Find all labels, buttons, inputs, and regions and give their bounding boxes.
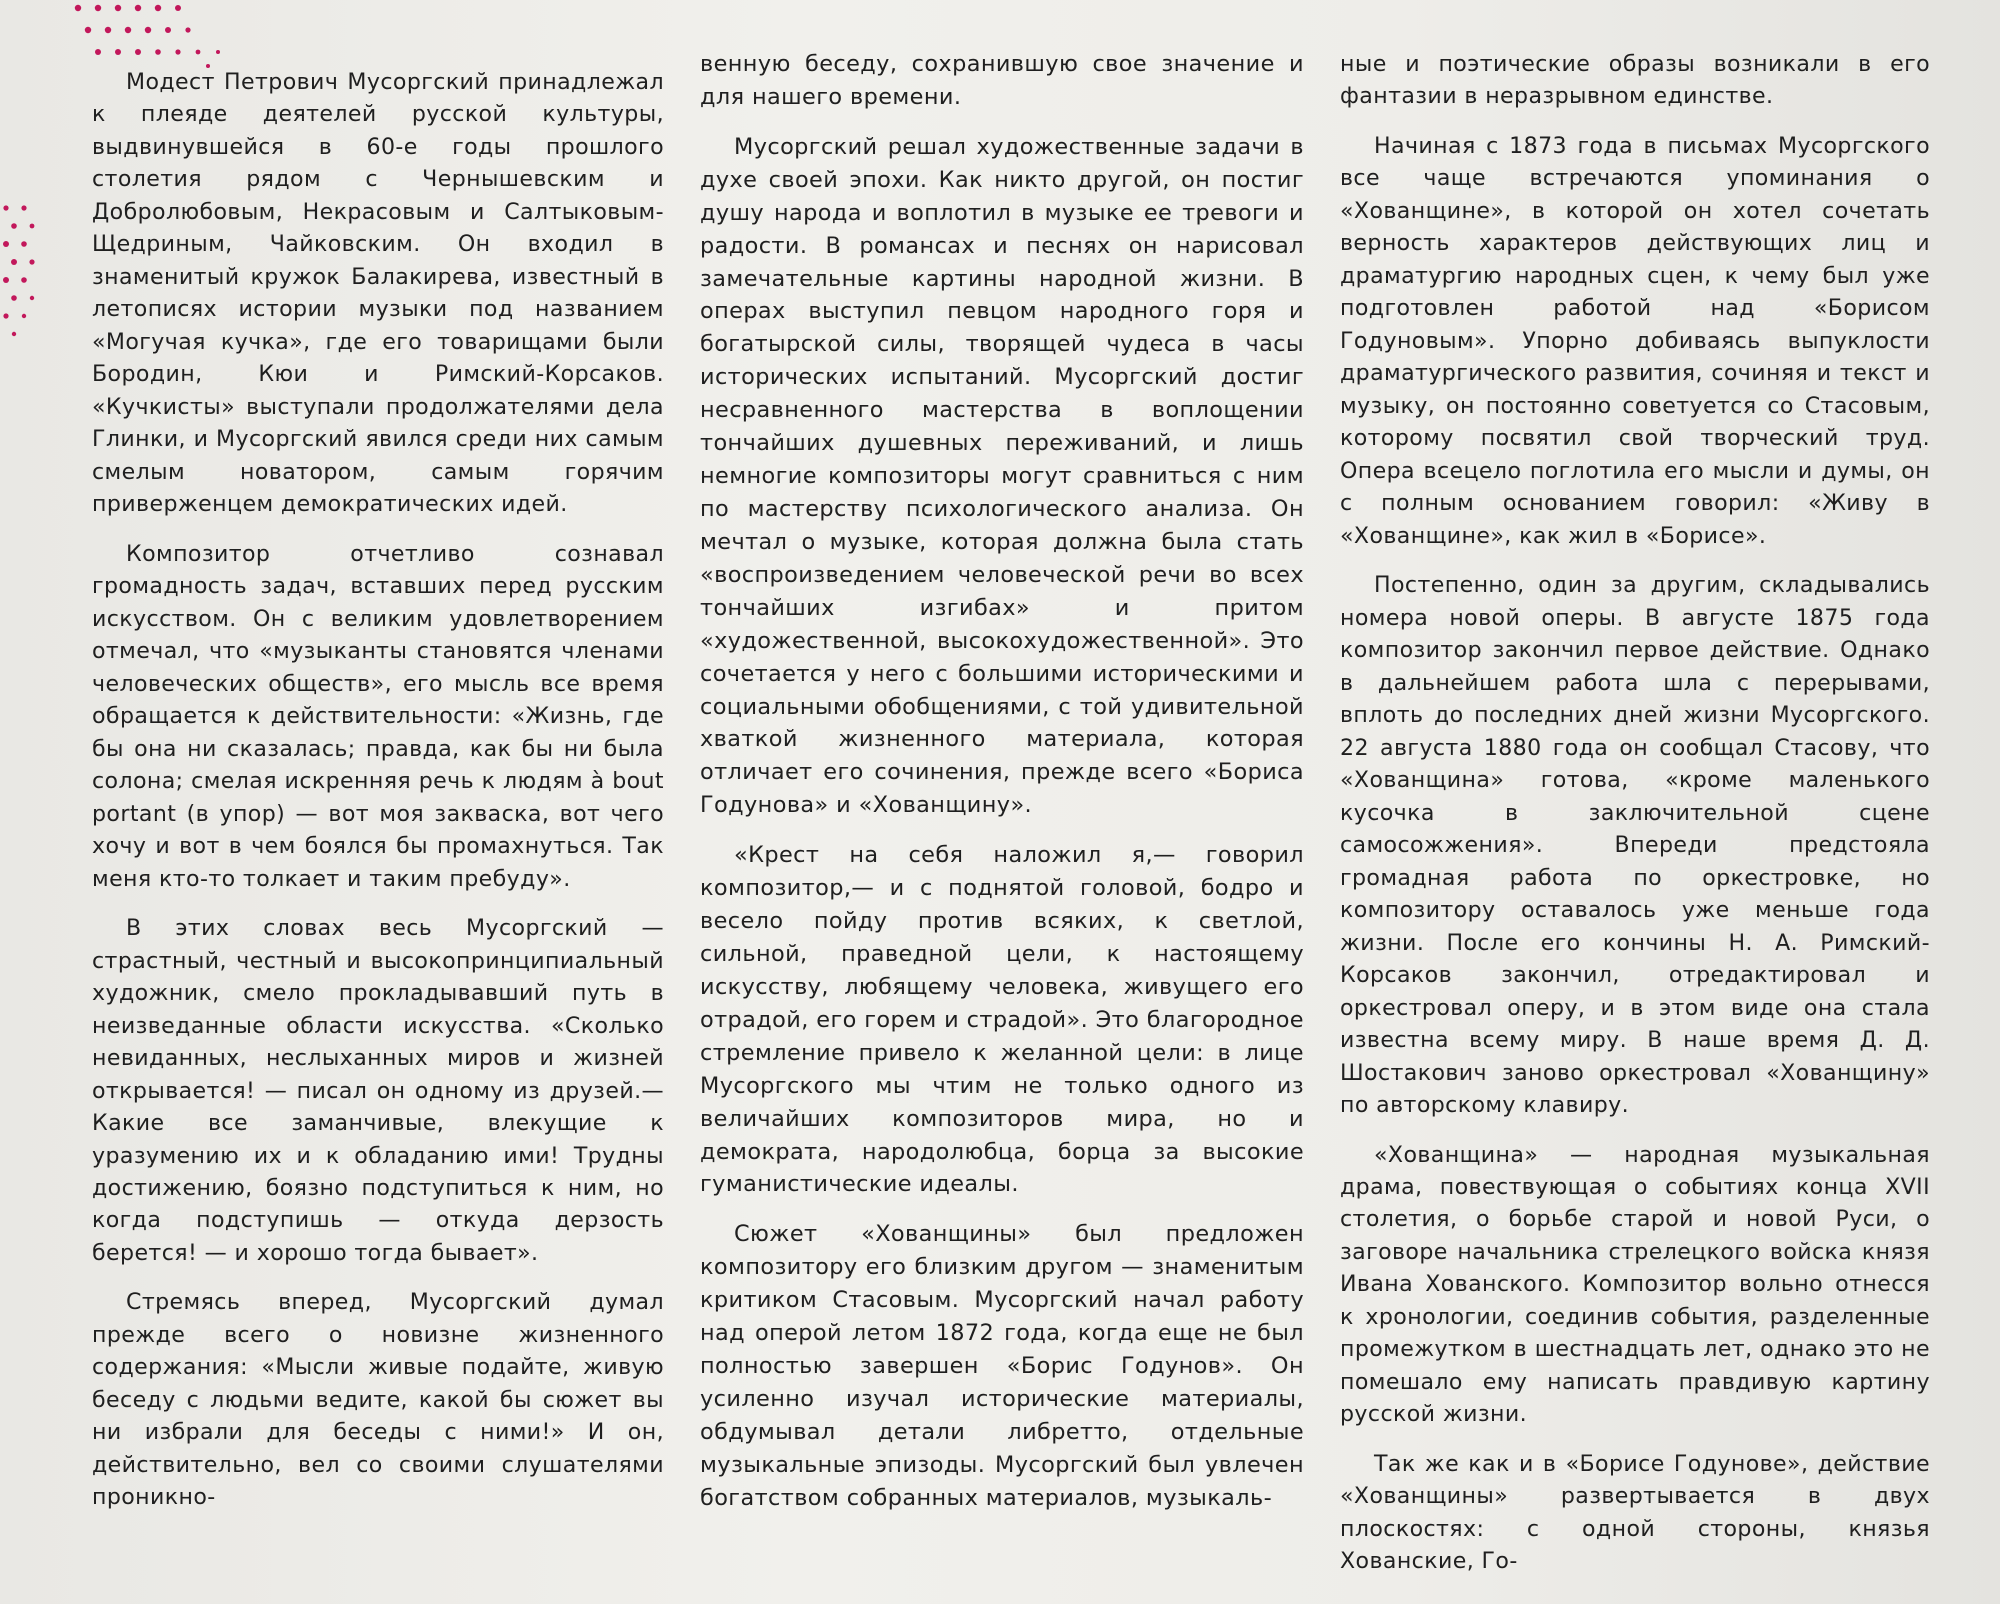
paragraph: Мусоргский решал художественные задачи в духе своей эпохи. Как никто другой, он постиг душу народа и воплотил в музыке ее тревоги и радости. В романсах и песнях он нарисовал замечательные картины народной жизни. В операх выступил певцом народного горя и богатырской силы, творящей чудеса в часы исторических испытаний. Мусоргский достиг несравненного мастерства в воплощении тончайших душевных переживаний, и лишь немногие композиторы могут сравниться с ним по мастерству психологического анализа. Он мечтал о музыке, которая должна была стать «воспроизведением человеческой речи во всех тончайших изгибах» и притом «художественной, высокохудожественной». Это сочетается у него с большими историческими и социальными обобщениями, с той удивительной хваткой жизненного материала, которая отличает его сочинения, прежде всего «Бориса Годунова» и «Хованщину». bbox=[700, 133, 1304, 819]
dot-pattern-top-left bbox=[60, 0, 220, 70]
paragraph: Модест Петрович Мусоргский принадлежал к плеяде деятелей русской культуры, выдвинувшейся в 60-е годы прошлого столетия рядом с Чернышевским и Добролюбовым, Некрасовым и Салтыковым-Щедриным, Чайковским. Он входил в знаменитый кружок Балакирева, известный в летописях истории музыки под названием «Могучая кучка», где его товарищами были Бородин, Кюи и Римский-Корсаков. «Кучкисты» выступали продолжателями дела Глинки, и Мусоргский явился среди них самым смелым новатором, самым горячим приверженцем демократических идей. bbox=[92, 69, 664, 518]
dot-pattern-left-margin bbox=[0, 200, 60, 350]
paragraph: В этих словах весь Мусоргский — страстный, честный и высокопринципиальный художник, смело прокладывавший путь в неизведанные области искусства. «Сколько невиданных, неслыханных миров и жизней открывается! — писал он одному из друзей.— Какие все заманчивые, влекущие к уразумению их и к обладанию ими! Трудны достижению, боязно подступиться к ним, но когда подступишь — откуда дерзость берется! — и хорошо тогда бывает». bbox=[92, 915, 664, 1266]
text-column-2 bbox=[700, 48, 1304, 1515]
paragraph: Композитор отчетливо сознавал громадность задач, вставших перед русским искусством. Он с великим удовлетворением отмечал, что «музыканты становятся членами человеческих обществ», его мысль все время обращается к действительности: «Жизнь, где бы она ни сказалась; правда, как бы ни была солона; смелая искренняя речь к людям à bout portant (в упор) — вот моя закваска, вот чего хочу и вот в чем боялся бы промахнуться. Так меня кто-то толкает и таким пребуду». bbox=[92, 540, 664, 892]
paragraph: Стремясь вперед, Мусоргский думал прежде всего о новизне жизненного содержания: «Мысли живые подайте, живую беседу с людьми ведите, какой бы сюжет вы ни избрали для беседы с ними!» И он, действительно, вел со своими слушателями проникно- bbox=[92, 1289, 664, 1511]
paragraph: венную беседу, сохранившую свое значение и для нашего времени. bbox=[700, 51, 1304, 110]
paragraph: ные и поэтические образы возникали в его фантазии в неразрывном единстве. bbox=[1340, 51, 1930, 110]
paragraph: Сюжет «Хованщины» был предложен композитору его близким другом — знаменитым критиком Стасовым. Мусоргский начал работу над оперой летом 1872 года, когда еще не был полностью завершен «Борис Годунов». Он усиленно изучал исторические материалы, обдумывал детали либретто, отдельные музыкальные эпизоды. Мусоргский был увлечен богатством собранных материалов, музыкаль- bbox=[700, 1221, 1304, 1511]
paragraph: Постепенно, один за другим, складывались номера новой оперы. В августе 1875 года композитор закончил первое действие. Однако в дальнейшем работа шла с перерывами, вплоть до последних дней жизни Мусоргского. 22 августа 1880 года он сообщал Стасову, что «Хованщина» готова, «кроме маленького кусочка в заключительной сцене самосожжения». Впереди предстояла громадная работа по оркестровке, но композитору оставалось уже меньше года жизни. После его кончины Н. А. Римский-Корсаков закончил, отредактировал и оркестровал оперу, и в этом виде она стала известна всему миру. В наше время Д. Д. Шостакович заново оркестровал «Хованщину» по авторскому клавиру. bbox=[1340, 572, 1930, 1119]
paragraph: «Крест на себя наложил я,— говорил композитор,— и с поднятой головой, бодро и весело пойду против всяких, к светлой, сильной, праведной цели, к настоящему искусству, любящему человека, живущего его отрадой, его горем и страдой». Это благородное стремление привело к желанной цели: в лице Мусоргского мы чтим не только одного из величайших композиторов мира, но и демократа, народолюбца, борца за высокие гуманистические идеалы. bbox=[700, 842, 1304, 1198]
text-column-1 bbox=[92, 66, 664, 1514]
paragraph: Начиная с 1873 года в письмах Мусоргского все чаще встречаются упоминания о «Хованщине», в которой он хотел сочетать верность характеров действующих лиц и драматургию народных сцен, к чему был уже подготовлен работой над «Борисом Годуновым». Упорно добиваясь выпуклости драматургического развития, сочиняя и текст и музыку, он постоянно советуется со Стасовым, которому посвятил свой творческий труд. Опера всецело поглотила его мысли и думы, он с полным основанием говорил: «Живу в «Хованщине», как жил в «Борисе». bbox=[1340, 132, 1930, 549]
paragraph: Так же как и в «Борисе Годунове», действие «Хованщины» развертывается в двух плоскостях: с одной стороны, князья Хованские, Го- bbox=[1340, 1450, 1930, 1575]
paragraph: «Хованщина» — народная музыкальная драма, повествующая о событиях конца XVII столетия, о борьбе старой и новой Руси, о заговоре начальника стрелецкого войска князя Ивана Хованского. Композитор вольно отнесся к хронологии, соединив события, разделенные промежутком в шестнадцать лет, однако это не помешало ему написать правдивую картину русской жизни. bbox=[1340, 1141, 1930, 1428]
text-column-3 bbox=[1340, 48, 1930, 1578]
